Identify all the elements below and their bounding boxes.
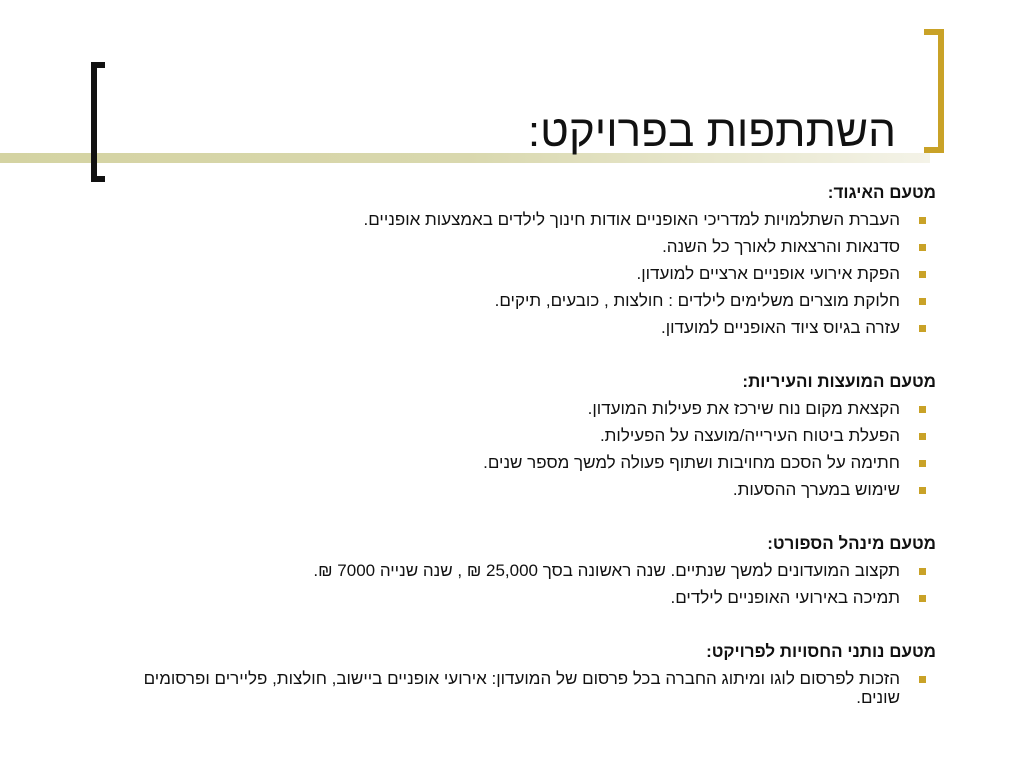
list-item [96, 422, 936, 449]
list-item [96, 395, 936, 422]
section-sponsors [96, 638, 936, 707]
bullet-list [96, 206, 936, 341]
square-bullet-icon [919, 460, 926, 467]
section-heading: מטעם המועצות והעיריות: [742, 372, 936, 391]
section-association [96, 179, 936, 341]
list-item-text: הפעלת ביטוח העירייה/מועצה על הפעילות. [599, 426, 900, 445]
square-bullet-icon [919, 217, 926, 224]
bullet-list [96, 395, 936, 503]
square-bullet-icon [919, 676, 926, 683]
square-bullet-icon [919, 568, 926, 575]
square-bullet-icon [919, 487, 926, 494]
square-bullet-icon [919, 298, 926, 305]
list-item-text: חתימה על הסכם מחויבות ושתוף פעולה למשך מספר שנים. [483, 453, 900, 472]
list-item-text: חלוקת מוצרים משלימים לילדים : חולצות , כובעים, תיקים. [494, 291, 900, 310]
bullet-list [96, 557, 936, 611]
section-heading: מטעם נותני החסויות לפרויקט: [706, 642, 936, 661]
list-item [96, 260, 936, 287]
list-item [96, 665, 936, 707]
square-bullet-icon [919, 595, 926, 602]
list-item [96, 233, 936, 260]
square-bullet-icon [919, 244, 926, 251]
list-item [96, 449, 936, 476]
slide-body [96, 179, 936, 734]
left-bracket-decoration [91, 62, 105, 182]
list-item-text: סדנאות והרצאות לאורך כל השנה. [662, 237, 900, 256]
list-item-text: תמיכה באירועי האופניים לילדים. [670, 588, 900, 607]
page-title: השתתפות בפרויקט: [527, 107, 896, 156]
list-item-text: העברת השתלמויות למדריכי האופניים אודות חינוך לילדים באמצעות אופניים. [363, 210, 900, 229]
list-item [96, 206, 936, 233]
square-bullet-icon [919, 325, 926, 332]
list-item [96, 314, 936, 341]
list-item-text: שימוש במערך ההסעות. [732, 480, 900, 499]
list-item [96, 584, 936, 611]
square-bullet-icon [919, 406, 926, 413]
list-item [96, 476, 936, 503]
section-heading: מטעם מינהל הספורט: [767, 534, 936, 553]
section-heading: מטעם האיגוד: [827, 183, 936, 202]
square-bullet-icon [919, 433, 926, 440]
list-item-text: הקצאת מקום נוח שירכז את פעילות המועדון. [587, 399, 900, 418]
list-item-text: הפקת אירועי אופניים ארציים למועדון. [636, 264, 900, 283]
bullet-list [96, 665, 936, 707]
square-bullet-icon [919, 271, 926, 278]
list-item [96, 557, 936, 584]
list-item-text: עזרה בגיוס ציוד האופניים למועדון. [661, 318, 900, 337]
section-councils [96, 368, 936, 503]
list-item [96, 287, 936, 314]
section-sport-administration [96, 530, 936, 611]
right-bracket-decoration [924, 29, 944, 153]
list-item-text: תקצוב המועדונים למשך שנתיים. שנה ראשונה בסך 25,000 ₪ , שנה שנייה 7000 ₪. [313, 561, 900, 580]
list-item-text: הזכות לפרסום לוגו ומיתוג החברה בכל פרסום של המועדון: אירועי אופניים ביישוב, חולצות, פליירים ופרסומים שונים. [143, 669, 900, 707]
